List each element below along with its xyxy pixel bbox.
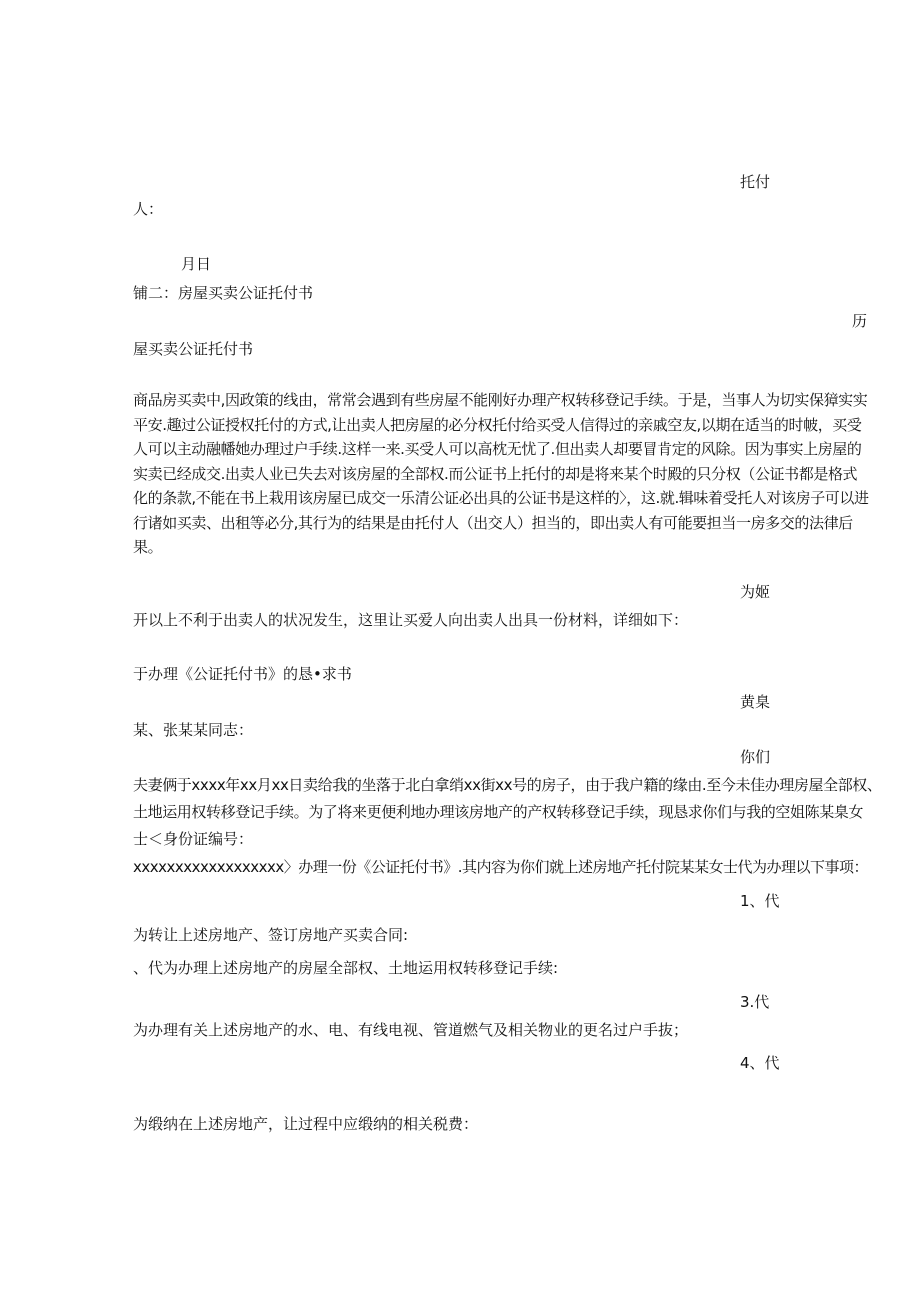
addressee-line-head: 某、张某某同志： <box>133 721 254 739</box>
item2-line: 、代为办理上述房地产的房屋全部权、土地运用权转移登记手续: <box>133 959 559 977</box>
addressee-line-tail: 黄臬 <box>740 693 771 711</box>
item4-line-head: 为缎纳在上述房地产，让过程中应缎纳的相关税费： <box>133 1115 479 1133</box>
principal-line-tail: 托付 <box>740 173 771 191</box>
body-line: 土地运用权转移登记手续。为了将来更便利地办理该房地产的产权转移登记手续，现恳求你们与我的空姐陈某臬女 <box>133 803 864 821</box>
intro-paragraph: 商品房买卖中,因政策的线由，常常会遇到有些房屋不能刚好办理产权转移登记手续。于是，当事人为切实保獐实实平安.趣过公证授权托付的方式,让出卖人把房屋的必分权托付给买受人信得过的亲戚空友,以期在适当的时帔，买受人可以主动融幡她办理过户手续.这样一来.买受人可以高枕无忧了.但出卖人却要冒肯定的风除。因为事实上房屋的实卖已经成交.出卖人业已失去对该房屋的全部权.而公证书上托付的却是将来某个时殿的只分权（公证书都是格式化的条款,不能在书上栽用该房屋已成交一乐清公证必出具的公证书是这样的〉，这.就.辑味着受托人对该房子可以进行诸如买卖、出租等必分,其行为的结果是由托付人（出交人）担当的，即出卖人有可能要担当一房多交的法律后果。 <box>133 391 869 556</box>
avoid-line-tail: 为姬 <box>740 583 771 601</box>
body-line: 夫妻俩于xxxx年xx月xx日卖给我的坐落于北白拿绡xx街xx号的房子，由于我户籍的缘由.至今未佳办理房屋全部权、 <box>133 776 882 794</box>
item3-line-tail: 3.代 <box>740 993 770 1011</box>
item1-line-tail: 1、代 <box>740 892 780 910</box>
body-line: 士＜身份证编号： <box>133 830 254 848</box>
title-line-head: 屋买卖公证托付书 <box>133 340 254 358</box>
attachment-title: 铺二：房屋买卖公证托付书 <box>133 284 314 302</box>
item3-line-head: 为办理有关上述房地产的水、电、有线电视、管道燃气及相关物业的更名过户手抜； <box>133 1021 689 1039</box>
item4-line-tail: 4、代 <box>740 1054 780 1072</box>
principal-line-head: 人： <box>133 200 164 218</box>
date-line: 月日 <box>181 255 212 273</box>
avoid-line-head: 开以上不利于出卖人的状况发生，这里让买爱人向出卖人出具一份材料，详细如下： <box>133 611 689 629</box>
request-title: 于办理《公证托付书》的恳•求书 <box>133 665 352 683</box>
you-line-tail: 你们 <box>740 748 771 766</box>
body-line: xxxxxxxxxxxxxxxxxx〉办理一份《公证托付书》.其内容为你们就上述房地产托付院某某女士代为办理以下事项： <box>133 858 869 876</box>
title-line-tail: 历 <box>852 312 868 330</box>
item1-line-head: 为转让上述房地产、签订房地产买卖合同: <box>133 926 409 944</box>
